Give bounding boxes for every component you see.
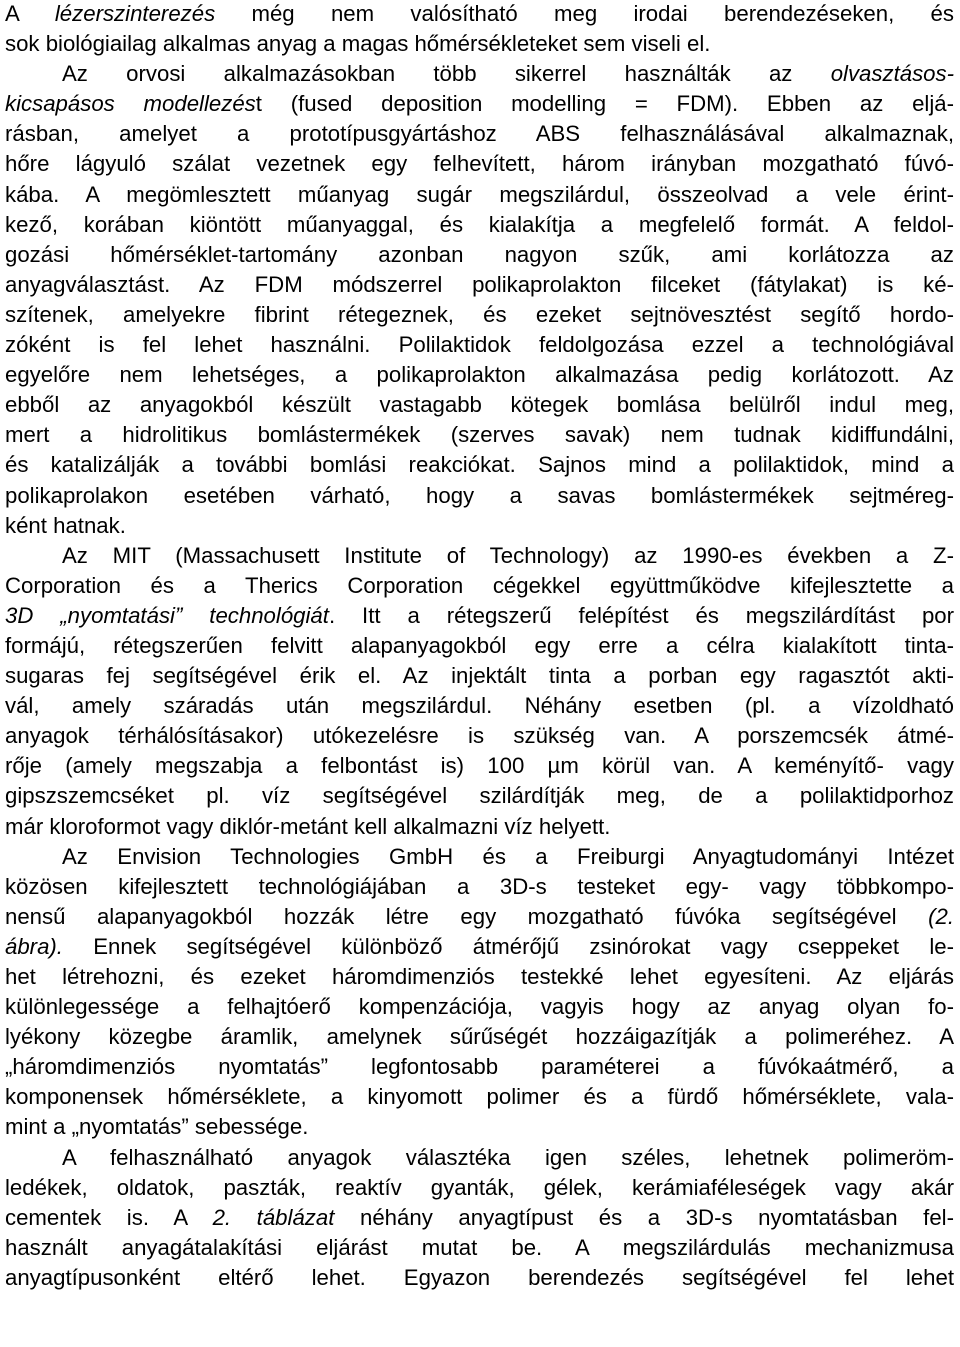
text-segment: közösen kifejlesztett technológiájában a 3D-s testeket egy- vagy többkompo-: [5, 873, 954, 899]
text-line: [5, 691, 954, 721]
text-line: [5, 149, 954, 179]
text-line: [5, 751, 954, 781]
text-segment: még nem valósítható meg irodai berendezéseken, és: [215, 1, 954, 26]
text-segment: „háromdimenziós nyomtatás” legfontosabb paraméterei a fúvókaátmérő, a: [5, 1054, 954, 1080]
text-line: [5, 872, 954, 902]
text-line: [5, 1143, 954, 1173]
text-segment: különlegessége a felhajtóerő kompenzációja, vagyis hogy az anyag olyan fo-: [5, 994, 954, 1020]
text-segment: ként hatnak.: [5, 512, 126, 538]
text-segment: kába. A megömlesztett műanyag sugár megszilárdul, összeolvad a vele érint-: [5, 181, 954, 207]
text-segment: A felhasználható anyagok választéka igen széles, lehetnek polimeröm-: [62, 1144, 954, 1170]
text-segment: rásban, amelyet a prototípusgyártáshoz ABS felhasználásával alkalmaznak,: [5, 121, 954, 147]
text-line: [5, 992, 954, 1022]
text-segment: zóként is fel lehet használni. Polilaktidok feldolgozása ezzel a technológiával: [5, 332, 954, 358]
text-segment: mint a „nyomtatás” sebessége.: [5, 1114, 309, 1140]
italic-text: 3D „nyomtatási” technológiát: [5, 602, 329, 628]
text-segment: már kloroformot vagy diklór-metánt kell alkalmazni víz helyett.: [5, 813, 611, 839]
text-line: [5, 1022, 954, 1052]
text-line: [5, 1203, 954, 1233]
text-segment: cementek is. A: [5, 1204, 213, 1230]
text-segment: anyagtípusonként eltérő lehet. Egyazon berendezés segítségével fel lehet: [5, 1264, 954, 1290]
text-line: [5, 270, 954, 300]
text-line: [5, 932, 954, 962]
paragraph: [5, 842, 954, 1143]
text-segment: ebből az anyagokból készült vastagabb kötegek bomlása belülről indul meg,: [5, 392, 954, 418]
text-line: [5, 781, 954, 811]
text-line: [5, 481, 954, 511]
text-line: [5, 631, 954, 661]
italic-text: 2. táblázat: [212, 1204, 335, 1230]
text-segment: sugaras fej segítségével érik el. Az injektált tinta a porban egy ragasztót akti-: [5, 663, 954, 689]
text-line: [5, 300, 954, 330]
text-line: [5, 842, 954, 872]
text-segment: kező, korában kiöntött műanyaggal, és kialakítja a megfelelő formát. A feldol-: [5, 211, 954, 237]
text-line: [5, 571, 954, 601]
text-segment: hőre lágyuló szálat vezetnek egy felhevített, három irányban mozgatható fúvó-: [5, 151, 954, 177]
text-segment: polikaprolakon esetében várható, hogy a savas bomlástermékek sejtméreg-: [5, 482, 954, 508]
paragraph: [5, 1143, 954, 1293]
text-line: [5, 1082, 954, 1112]
paragraph: [5, 541, 954, 842]
text-segment: A: [5, 1, 55, 26]
text-line: [5, 1233, 954, 1263]
text-line: [5, 661, 954, 691]
text-segment: néhány anyagtípust és a 3D-s nyomtatásban fel-: [334, 1204, 954, 1230]
text-segment: egyelőre nem lehetséges, a polikaprolakton alkalmazása pedig korlátozott. Az: [5, 362, 954, 388]
text-segment: ledékek, oldatok, paszták, reaktív gyanták, gélek, kerámiaféleségek vagy akár: [5, 1174, 954, 1200]
text-line: [5, 89, 954, 119]
text-segment: komponensek hőmérséklete, a kinyomott polimer és a fürdő hőmérséklete, vala-: [5, 1084, 954, 1110]
text-line: [5, 812, 954, 842]
text-line: [5, 420, 954, 450]
text-line: [5, 721, 954, 751]
text-segment: formájú, rétegszerűen felvitt alapanyagokból egy erre a célra kialakított tinta-: [5, 632, 954, 658]
text-segment: gipszszemcséket pl. víz segítségével szilárdítják meg, de a polilaktidporhoz: [5, 783, 954, 809]
text-segment: het létrehozni, és ezeket háromdimenziós testekké lehet egyesíteni. Az eljárás: [5, 964, 954, 989]
text-line: [5, 360, 954, 390]
italic-text: ábra).: [5, 933, 63, 959]
text-segment: Az MIT (Massachusett Institute of Technology) az 1990-es években a Z-: [62, 542, 954, 568]
text-line: [5, 1112, 954, 1142]
text-line: [5, 1173, 954, 1203]
text-segment: használt anyagátalakítási eljárást mutat be. A megszilárdulás mechanizmusa: [5, 1234, 954, 1260]
text-segment: nensű alapanyagokból hozzák létre egy mozgatható fúvóka segítségével: [5, 903, 929, 929]
text-line: [5, 180, 954, 210]
text-segment: Az orvosi alkalmazásokban több sikerrel használták az: [62, 61, 831, 87]
text-line: [5, 119, 954, 149]
text-line: [5, 1263, 954, 1293]
text-line: [5, 29, 954, 59]
text-line: [5, 511, 954, 541]
document-page: [5, 0, 954, 1293]
text-segment: szítenek, amelyekre fibrint rétegeznek, és ezeket sejtnövesztést segítő hordo-: [5, 301, 954, 327]
text-segment: Az Envision Technologies GmbH és a Freiburgi Anyagtudományi Intézet: [62, 843, 954, 869]
text-line: [5, 59, 954, 89]
text-segment: t (fused deposition modelling = FDM). Ebben az eljá-: [255, 91, 954, 117]
text-line: [5, 902, 954, 932]
text-segment: Ennek segítségével különböző átmérőjű zsinórokat vagy cseppeket le-: [62, 933, 954, 959]
text-line: [5, 210, 954, 240]
text-line: [5, 962, 954, 992]
text-line: [5, 240, 954, 270]
text-line: [5, 1052, 954, 1082]
paragraph: [5, 59, 954, 541]
text-segment: Corporation és a Therics Corporation cégekkel együttműködve kifejlesztette a: [5, 572, 954, 598]
text-segment: lyékony közegbe áramlik, amelynek sűrűségét hozzáigazítják a polimeréhez. A: [5, 1024, 954, 1050]
text-line: [5, 390, 954, 420]
italic-text: kicsapásos modellezés: [5, 91, 256, 117]
text-line: [5, 330, 954, 360]
text-segment: mert a hidrolitikus bomlástermékek (szerves savak) nem tudnak kidiffundálni,: [5, 422, 954, 448]
italic-text: (2.: [928, 903, 954, 929]
italic-text: olvasztásos-: [830, 61, 954, 87]
text-line: [5, 601, 954, 631]
italic-text: lézerszinterezés: [54, 1, 216, 26]
text-segment: anyagok térhálósításakor) utókezelésre is szükség van. A porszemcsék átmé-: [5, 723, 954, 749]
text-segment: sok biológiailag alkalmas anyag a magas hőmérsékleteket sem viseli el.: [5, 31, 711, 57]
text-line: [5, 0, 954, 29]
text-segment: vál, amely száradás után megszilárdul. Néhány esetben (pl. a vízoldható: [5, 693, 954, 719]
paragraph: [5, 0, 954, 59]
text-line: [5, 450, 954, 480]
text-segment: rője (amely megszabja a felbontást is) 100 µm körül van. A keményítő- vagy: [5, 753, 954, 779]
text-segment: anyagválasztást. Az FDM módszerrel polikaprolakton filceket (fátylakat) is ké-: [5, 271, 954, 297]
text-segment: gozási hőmérséklet-tartomány azonban nagyon szűk, ami korlátozza az: [5, 241, 954, 267]
text-line: [5, 541, 954, 571]
text-segment: és katalizálják a további bomlási reakciókat. Sajnos mind a polilaktidok, mind a: [5, 452, 954, 478]
text-segment: . Itt a rétegszerű felépítést és megszilárdítást por: [328, 602, 955, 628]
